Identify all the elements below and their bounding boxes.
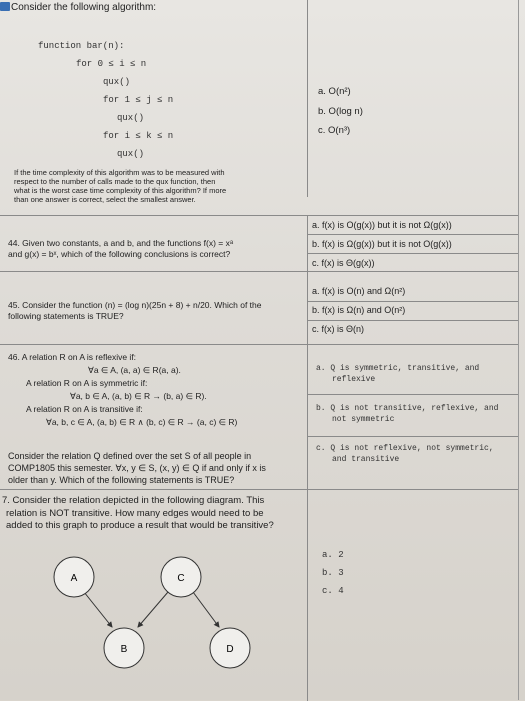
question-46-question: Consider the relation Q defined over the set S of all people in COMP1805 this semester. ∀x, y ∈ S, (x, y) ∈ Q if and only if x is older than y. Which of the following statements is TRUE? bbox=[8, 451, 266, 485]
relation-diagram bbox=[0, 540, 307, 700]
divider bbox=[307, 436, 518, 437]
question-43-body bbox=[0, 0, 308, 197]
option-b[interactable]: b. 3 bbox=[322, 568, 344, 578]
divider bbox=[307, 253, 518, 254]
edge-c-b bbox=[138, 592, 168, 627]
code-line: qux() bbox=[117, 149, 145, 159]
option-b[interactable]: b. O(log n) bbox=[318, 106, 363, 117]
question-47 bbox=[0, 489, 518, 701]
edge-c-d bbox=[193, 592, 219, 627]
question-46-body bbox=[0, 345, 308, 490]
option-c[interactable]: c. 4 bbox=[322, 586, 344, 596]
option-a[interactable]: a. f(x) is O(n) and Ω(n²) bbox=[312, 286, 406, 296]
question-43-text-cont: respect to the number of calls made to the qux function, then what is the worst case time complexity of this algorithm? If more than one answer is correct, select the smallest answer. bbox=[14, 177, 227, 204]
question-45 bbox=[0, 271, 518, 345]
edge-a-b bbox=[84, 592, 112, 627]
option-a[interactable]: a. 2 bbox=[322, 550, 344, 560]
node-d-label: D bbox=[226, 644, 234, 655]
question-43-text: If the time complexity of this algorithm was to be measured with bbox=[14, 168, 225, 177]
code-line: function bar(n): bbox=[38, 41, 125, 51]
option-a[interactable]: a. f(x) is O(g(x)) but it is not Ω(g(x)) bbox=[312, 220, 452, 230]
code-line: for i ≤ k ≤ n bbox=[103, 131, 174, 141]
question-45-body bbox=[0, 272, 308, 345]
question-46 bbox=[0, 344, 518, 490]
node-c-label: C bbox=[177, 573, 185, 584]
option-b[interactable]: b. Q is not transitive, reflexive, and not symmetric bbox=[316, 404, 499, 424]
code-line: for 1 ≤ j ≤ n bbox=[103, 95, 174, 105]
option-a[interactable]: a. O(n²) bbox=[318, 86, 351, 97]
option-b[interactable]: b. f(x) is Ω(g(x)) but it is not O(g(x)) bbox=[312, 239, 452, 249]
option-c[interactable]: c. O(n³) bbox=[318, 125, 351, 136]
question-47-text: 7. Consider the relation depicted in the following diagram. This relation is NOT transitive. How many edges would need to be added to this graph to produce a result that would be transitive? bbox=[2, 495, 274, 531]
question-45-text: 45. Consider the function (n) = (log n)(25n + 8) + n/20. Which of the following statements is TRUE? bbox=[8, 300, 262, 321]
divider bbox=[307, 394, 518, 395]
code-line: qux() bbox=[103, 77, 131, 87]
question-44-body bbox=[0, 216, 308, 272]
divider bbox=[307, 320, 518, 321]
code-line: for 0 ≤ i ≤ n bbox=[76, 59, 147, 69]
option-c[interactable]: c. f(x) is Θ(n) bbox=[312, 324, 364, 334]
divider bbox=[307, 234, 518, 235]
question-43-prompt: Consider the following algorithm: bbox=[11, 2, 157, 13]
node-a-label: A bbox=[70, 573, 78, 584]
option-a[interactable]: a. Q is symmetric, transitive, and reflexive bbox=[316, 364, 480, 384]
option-c[interactable]: c. f(x) is Θ(g(x)) bbox=[312, 258, 375, 268]
question-44 bbox=[0, 215, 518, 272]
code-line: qux() bbox=[117, 113, 145, 123]
option-b[interactable]: b. f(x) is Ω(n) and O(n²) bbox=[312, 305, 406, 315]
question-44-text: 44. Given two constants, a and b, and the functions f(x) = xᵃ and g(x) = bˣ, which of the following conclusions is correct? bbox=[8, 238, 233, 259]
node-b-label: B bbox=[120, 644, 128, 655]
option-c[interactable]: c. Q is not reflexive, not symmetric, and transitive bbox=[316, 444, 494, 464]
question-47-body bbox=[0, 490, 308, 701]
question-46-definitions: 46. A relation R on A is reflexive if: ∀a ∈ A, (a, a) ∈ R(a, a). A relation R on A is symmetric if: ∀a, b ∈ A, (a, b) ∈ R → (b, a) ∈ R). A relation R on A is transitive if: ∀a, b, c ∈ A, (a, b) ∈ R ∧ (b, c) ∈ R → (a, c) ∈ R) bbox=[8, 352, 238, 427]
divider bbox=[307, 301, 518, 302]
question-43 bbox=[0, 0, 518, 197]
